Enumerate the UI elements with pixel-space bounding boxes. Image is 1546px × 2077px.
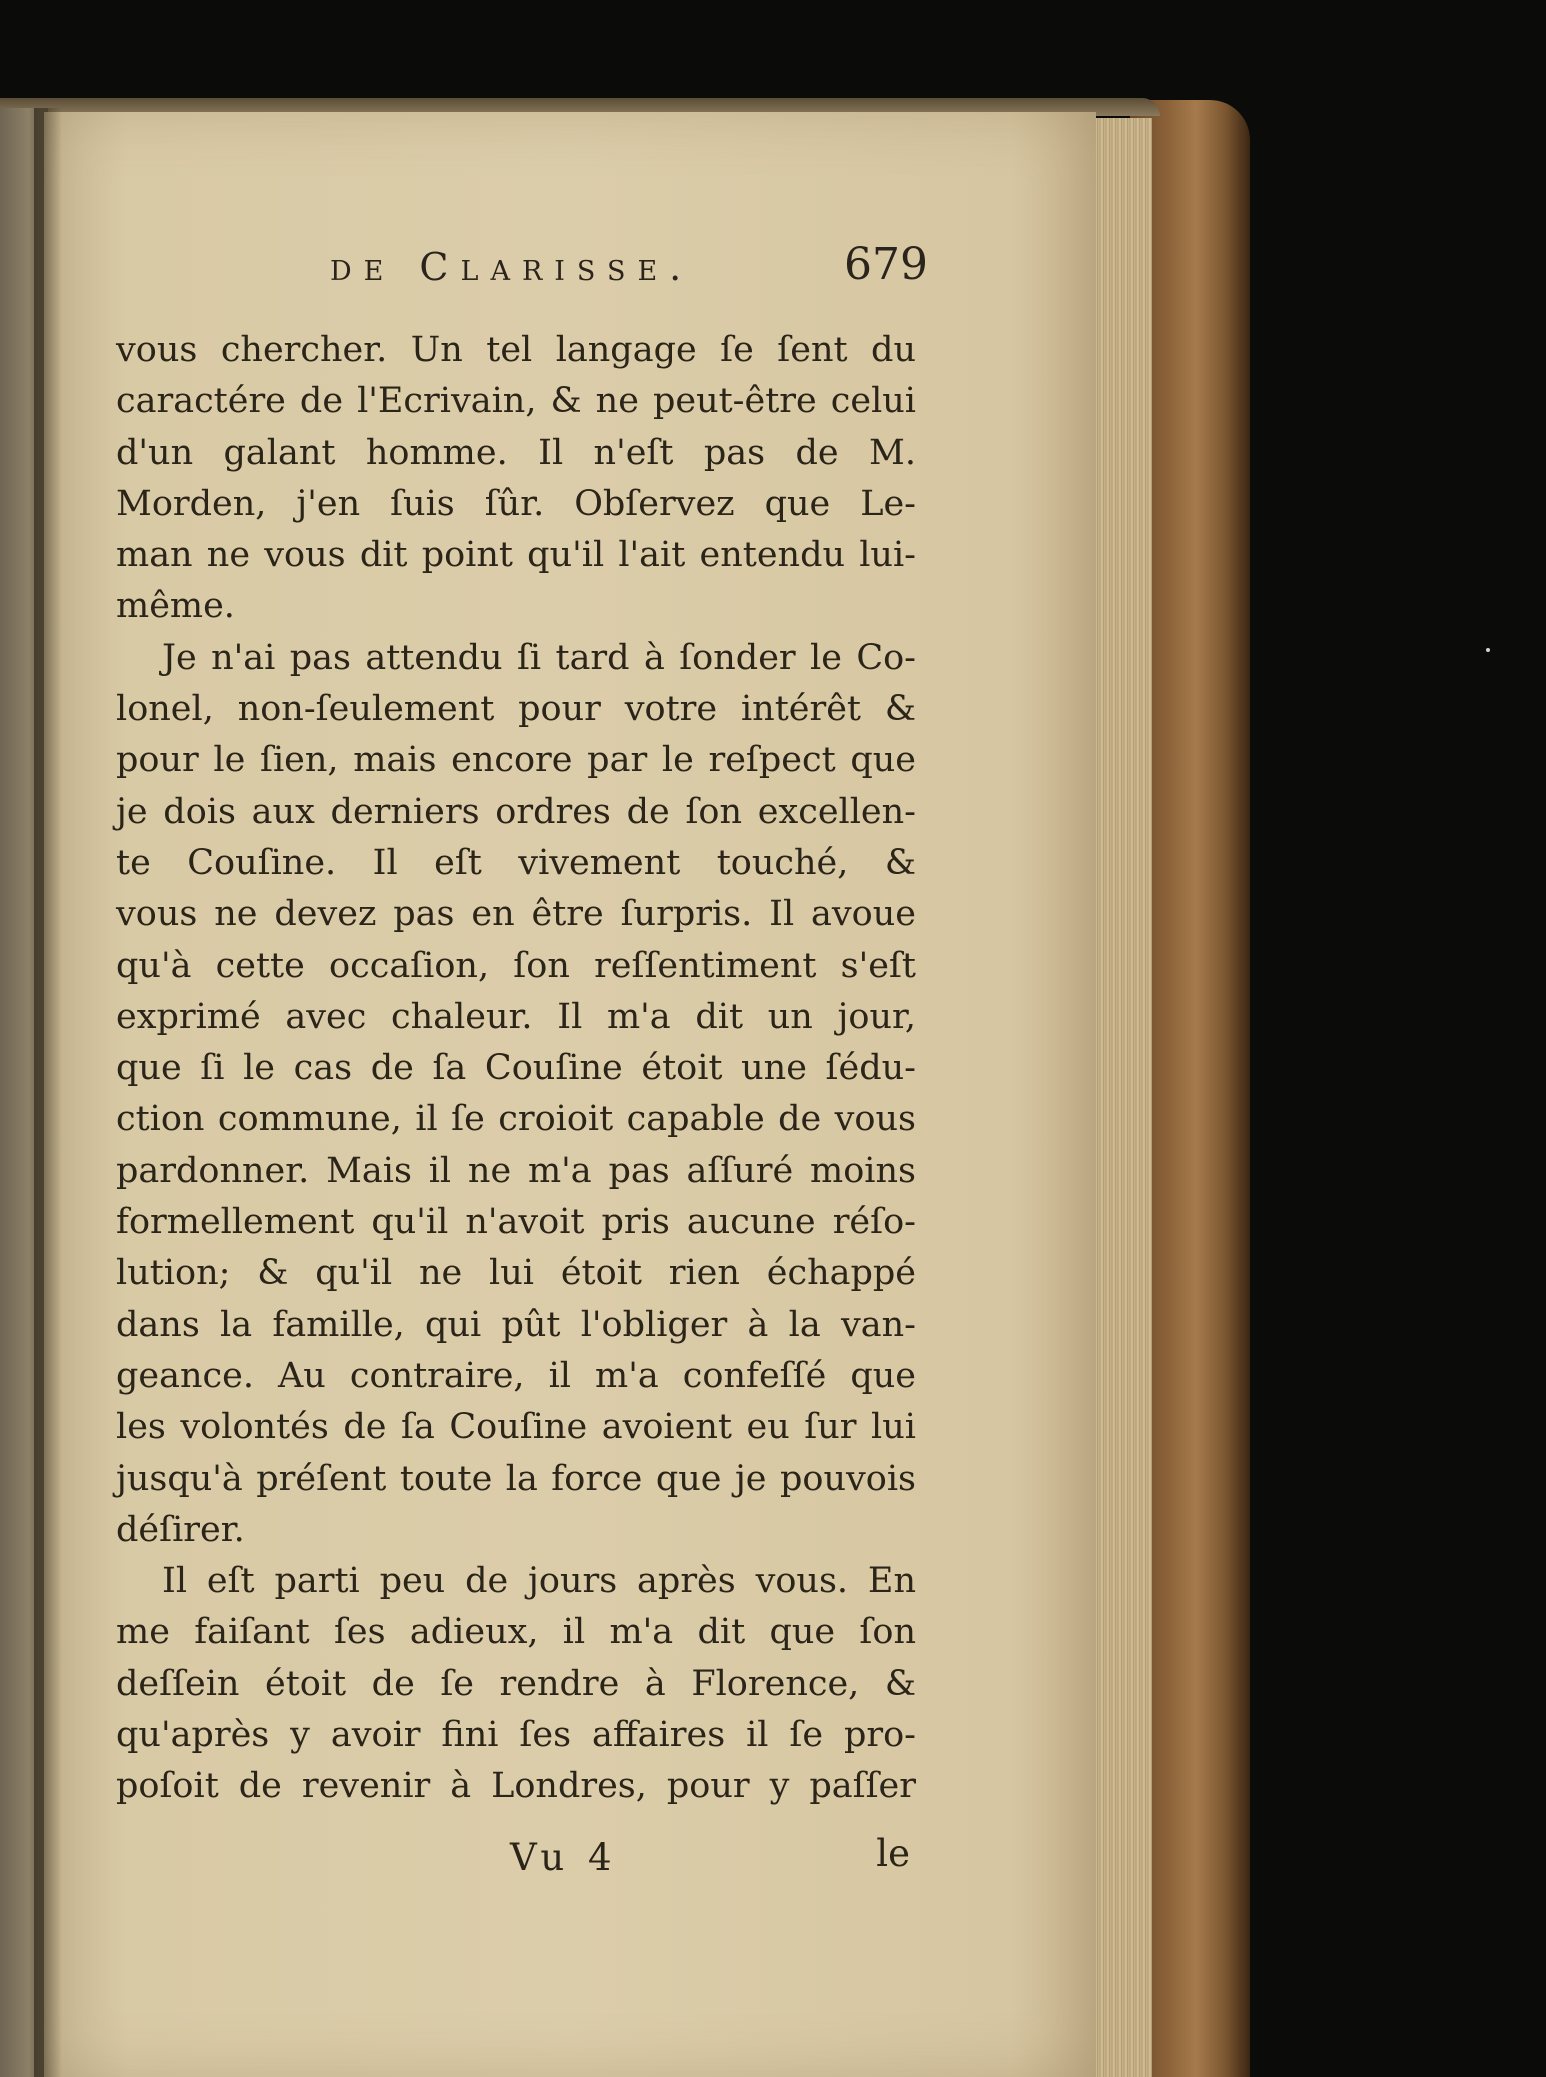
text-line: formellement qu'il n'avoit pris aucune réſo-	[116, 1202, 916, 1243]
text-line: d'un galant homme. Il n'eſt pas de M.	[116, 432, 916, 473]
text-line: vous chercher. Un tel langage ſe ſent du	[116, 330, 916, 370]
text-line: man ne vous dit point qu'il l'ait entendu lui-	[116, 535, 916, 576]
gutter-shadow	[34, 108, 62, 2077]
text-line: poſoit de revenir à Londres, pour y paſſer	[116, 1766, 916, 1807]
text-line: lonel, non-ſeulement pour votre intérêt &	[116, 689, 916, 730]
text-line: les volontés de ſa Couſine avoient eu ſur lui	[116, 1407, 916, 1448]
page-number: 679	[844, 239, 928, 290]
running-head	[330, 239, 950, 305]
text-line: pour le ſien, mais encore par le reſpect que	[116, 740, 916, 781]
dust-speck	[1486, 648, 1490, 652]
text-line: jusqu'à préſent toute la force que je pouvois	[116, 1458, 916, 1499]
text-line: qu'après y avoir fini ſes affaires il ſe pro-	[116, 1715, 916, 1756]
paragraph-start-line: Je n'ai pas attendu ſi tard à ſonder le Co-	[162, 637, 916, 678]
text-line: déſirer.	[116, 1509, 245, 1550]
paragraph-start-line: Il eſt parti peu de jours après vous. En	[162, 1561, 916, 1602]
text-line: dans la famille, qui pût l'obliger à la van-	[116, 1304, 916, 1345]
text-line: te Couſine. Il eſt vivement touché, &	[116, 842, 916, 883]
text-line: ction commune, il ſe croioit capable de vous	[116, 1099, 916, 1140]
text-line: exprimé avec chaleur. Il m'a dit un jour,	[116, 996, 916, 1037]
text-line: deſſein étoit de ſe rendre à Florence, &	[116, 1663, 916, 1704]
running-head-title: de Clarisse.	[330, 245, 694, 289]
catchword: le	[876, 1832, 910, 1875]
text-line: Morden, j'en ſuis ſûr. Obſervez que Le-	[116, 483, 916, 524]
page-block-edges	[1092, 118, 1152, 2077]
text-line: lution; & qu'il ne lui étoit rien échappé	[116, 1253, 916, 1294]
text-line: pardonner. Mais il ne m'a pas aſſuré moins	[116, 1150, 916, 1191]
signature-mark: Vu 4	[510, 1836, 618, 1879]
body-text	[116, 325, 916, 1813]
text-line: me faiſant ſes adieux, il m'a dit que ſon	[116, 1612, 916, 1653]
text-line: caractére de l'Ecrivain, & ne peut-être celui	[116, 381, 916, 422]
text-line: je dois aux derniers ordres de ſon excellen-	[116, 791, 916, 832]
text-line: vous ne devez pas en être ſurpris. Il avoue	[116, 894, 916, 935]
text-line: même.	[116, 586, 235, 627]
text-line: que ſi le cas de ſa Couſine étoit une ſédu-	[116, 1048, 916, 1089]
text-line: qu'à cette occaſion, ſon reſſentiment s'eſt	[116, 945, 916, 986]
text-line: geance. Au contraire, il m'a confeſſé que	[116, 1355, 916, 1396]
